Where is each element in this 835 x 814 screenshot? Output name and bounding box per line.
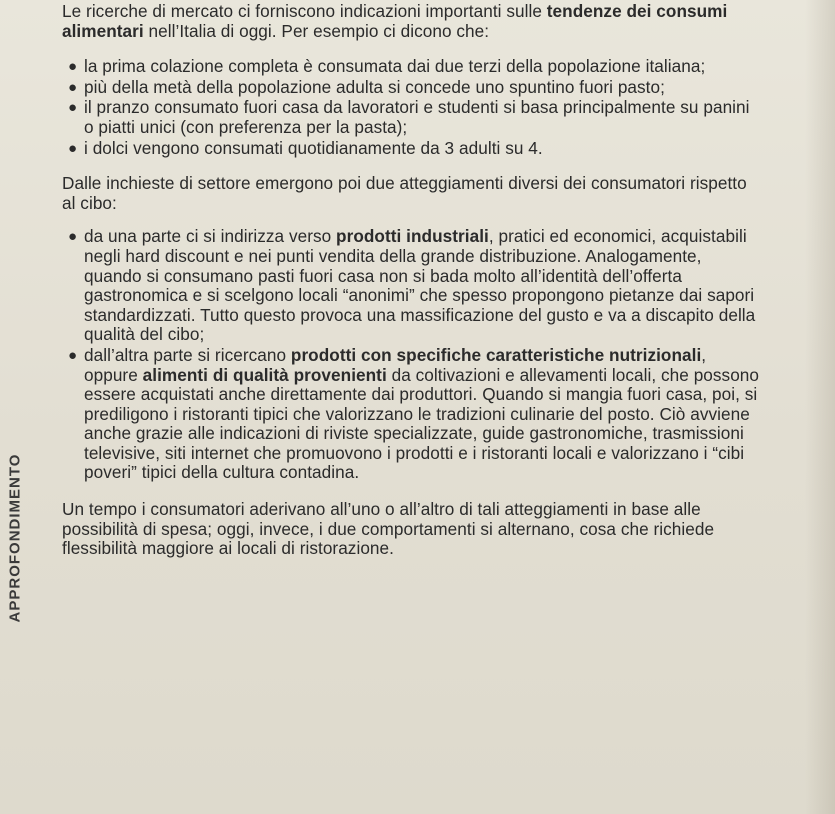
list-item-text: da coltivazioni e allevamenti locali, che possono essere acquistati anche direttamente dai produttori. Quando si mangia fuori casa, poi, si prediligono i ristoranti tipici che valorizzano le tradizioni culinarie del posto. Ciò avviene anche grazie alle indicazioni di riviste specializzate, guide gastronomiche, trasmissioni televisive, siti internet che promuovono i prodotti e i ristoranti locali e valorizzano i “cibi poveri” tipici della cultura contadina.	[84, 364, 760, 483]
conclusion-paragraph: Un tempo i consumatori aderivano all’uno o all’altro di tali atteggiamenti in base alle possibilità di spesa; oggi, invece, i due comportamenti si alternano, cosa che richiede flessibilità maggiore ai locali di ristorazione.	[62, 499, 715, 559]
list-item-text: più della metà della popolazione adulta si concede uno spuntino fuori pasto;	[84, 76, 665, 97]
list-item-text: dall’altra parte si ricercano	[84, 344, 291, 365]
bullet-icon: ●	[68, 228, 78, 246]
intro-bold: tendenze dei consumi alimentari	[62, 1, 728, 41]
attitudes-paragraph: Dalle inchieste di settore emergono poi due atteggiamenti diversi dei consumatori rispetto al cibo:	[62, 173, 747, 213]
list-item-text: , pratici ed economici, acquistabili negli hard discount e nei punti vendita della grande distribuzione. Analogamente, quando si consumano pasti fuori casa non si bada molto all’identità dell’offerta gastronomica e si scelgono locali “anonimi” che spesso propongono pietanze dai sapori standardizzati. Tutto questo provoca una massificazione del gusto e va a discapito della qualità del cibo;	[84, 226, 756, 345]
text-body	[62, 2, 762, 559]
list-item-text: da una parte ci si indirizza verso	[84, 226, 337, 247]
trends-list	[62, 57, 762, 158]
intro-text-1: Le ricerche di mercato ci forniscono indicazioni importanti sulle	[62, 1, 547, 21]
list-item	[62, 57, 762, 77]
list-item-text: , oppure	[84, 344, 707, 385]
bullet-icon: ●	[68, 139, 78, 157]
list-item-text: la prima colazione completa è consumata dai due terzi della popolazione italiana;	[84, 56, 706, 77]
bullet-icon: ●	[68, 78, 78, 96]
page-shadow	[805, 0, 835, 814]
list-item	[62, 98, 762, 137]
list-item	[62, 78, 762, 98]
bullet-icon: ●	[68, 99, 78, 117]
list-item-bold: prodotti industriali	[336, 226, 489, 247]
intro-text-2: nell’Italia di oggi. Per esempio ci dicono che:	[143, 20, 490, 41]
intro-paragraph	[62, 2, 762, 41]
attitudes-list	[62, 227, 762, 483]
bullet-icon: ●	[68, 346, 78, 364]
list-item-bold: alimenti di qualità provenienti	[142, 364, 387, 385]
bullet-icon: ●	[68, 58, 78, 76]
side-label	[5, 448, 25, 628]
side-label-text: APPROFONDIMENTO	[6, 453, 24, 623]
list-item	[62, 346, 762, 483]
list-item-bold: prodotti con specifiche caratteristiche nutrizionali	[290, 344, 702, 365]
list-item	[62, 139, 762, 159]
list-item	[62, 227, 762, 345]
list-item-text: i dolci vengono consumati quotidianamente da 3 adulti su 4.	[84, 137, 543, 158]
list-item-text: il pranzo consumato fuori casa da lavoratori e studenti si basa principalmente su panini o piatti unici (con preferenza per la pasta);	[84, 97, 750, 137]
